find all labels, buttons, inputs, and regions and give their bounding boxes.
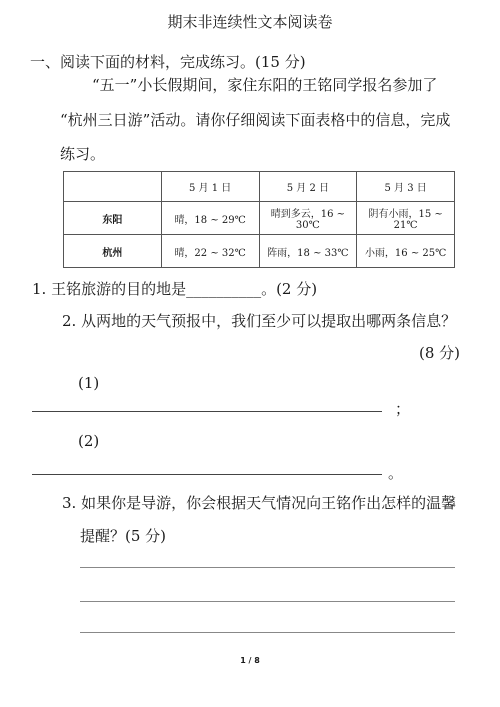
passage-line-2: “杭州三日游”活动。请你仔细阅读下面表格中的信息，完成 <box>60 111 451 129</box>
question-2-sub-2-label: (2) <box>78 432 100 450</box>
answer-line-2-2[interactable] <box>32 474 382 475</box>
question-2-score: (8 分) <box>418 344 460 362</box>
page-indicator: 1 / 8 <box>240 656 260 665</box>
question-3-line-2: 提醒？(5 分) <box>80 527 167 545</box>
table-header-cell: 5 月 3 日 <box>357 172 455 202</box>
table-cell: 晴到多云，16 ~ 30℃ <box>259 202 357 235</box>
table-cell: 小雨，16 ~ 25℃ <box>357 235 455 268</box>
table-cell: 阵雨，18 ~ 33℃ <box>259 235 357 268</box>
answer-line-2-2-end: 。 <box>388 464 404 482</box>
table-header-cell: 5 月 2 日 <box>259 172 357 202</box>
answer-line-2-1[interactable] <box>32 411 382 412</box>
table-city-cell: 东阳 <box>64 202 162 235</box>
answer-line-3-3[interactable] <box>80 632 455 633</box>
table-city-cell: 杭州 <box>64 235 162 268</box>
table-header-row <box>64 172 455 202</box>
weather-table <box>63 171 455 268</box>
table-cell: 晴，18 ~ 29℃ <box>161 202 259 235</box>
section-heading: 一、阅读下面的材料，完成练习。(15 分) <box>30 53 306 71</box>
table-cell: 晴，22 ~ 32℃ <box>161 235 259 268</box>
answer-line-3-1[interactable] <box>80 567 455 568</box>
table-row <box>64 202 455 235</box>
passage-line-1: “五一”小长假期间，家住东阳的王铭同学报名参加了 <box>92 76 438 94</box>
table-cell: 阴有小雨，15 ~ 21℃ <box>357 202 455 235</box>
passage-line-3: 练习。 <box>60 145 106 163</box>
question-1: 1. 王铭旅游的目的地是__________。(2 分) <box>32 280 318 298</box>
question-3-line-1: 3. 如果你是导游，你会根据天气情况向王铭作出怎样的温馨 <box>62 494 457 512</box>
table-header-cell <box>64 172 162 202</box>
question-2: 2. 从两地的天气预报中，我们至少可以提取出哪两条信息？ <box>62 312 457 330</box>
question-2-sub-1-label: (1) <box>78 374 100 392</box>
answer-line-2-1-end: ； <box>395 400 411 418</box>
table-header-cell: 5 月 1 日 <box>161 172 259 202</box>
table-row <box>64 235 455 268</box>
answer-line-3-2[interactable] <box>80 601 455 602</box>
document-title: 期末非连续性文本阅读卷 <box>167 13 333 31</box>
